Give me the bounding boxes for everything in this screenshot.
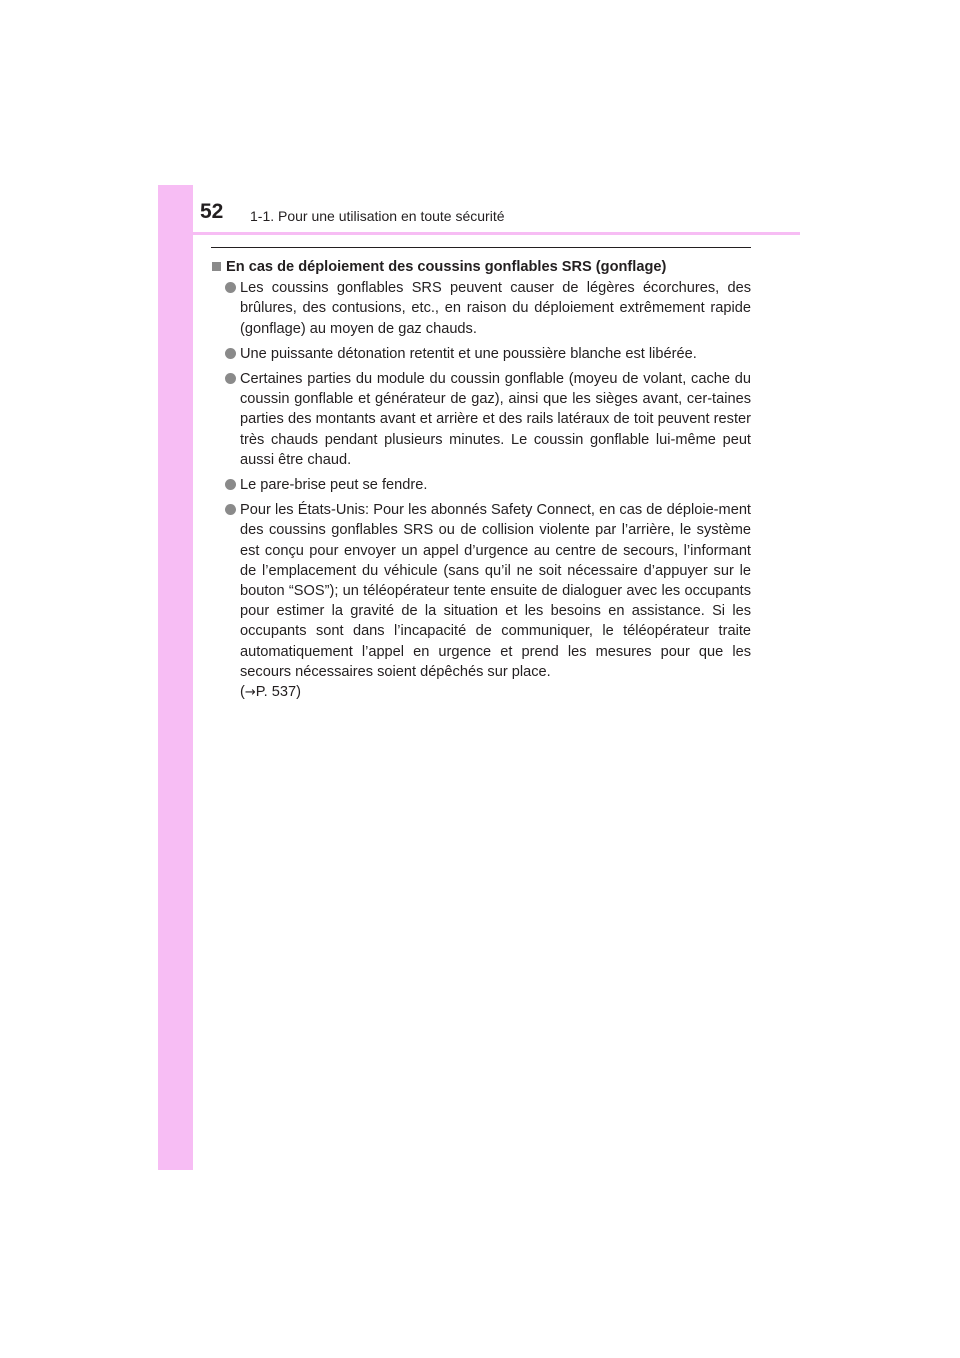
circle-bullet-icon <box>225 282 236 293</box>
square-bullet-icon <box>212 262 221 271</box>
arrow-right-icon: → <box>244 685 256 701</box>
list-item-text: Certaines parties du module du coussin gonflable (moyeu de volant, cache du coussin gonflable et générateur de gaz), ainsi que les sièges avant, cer-taines parties des montants avant et arrière et des rails latéraux de toit peuvent rester très chauds pendant plusieurs minutes. Le coussin gonflable lui-même peut aussi être chaud. <box>240 371 751 468</box>
list-item <box>211 475 751 495</box>
list-item-text: Une puissante détonation retentit et une poussière blanche est libérée. <box>240 345 697 362</box>
list-item <box>211 344 751 364</box>
list-item-text: Les coussins gonflables SRS peuvent causer de légères écorchures, des brûlures, des contusions, etc., en raison du déploiement extrêmement rapide (gonflage) au moyen de gaz chauds. <box>240 280 751 337</box>
page-content <box>211 257 751 708</box>
subsection-heading-text: En cas de déploiement des coussins gonflables SRS (gonflage) <box>226 259 667 275</box>
circle-bullet-icon <box>225 373 236 384</box>
circle-bullet-icon <box>225 504 236 515</box>
circle-bullet-icon <box>225 479 236 490</box>
header-underline <box>193 232 800 235</box>
page-number: 52 <box>200 200 224 223</box>
list-item-body <box>240 500 751 703</box>
reference-text: P. 537) <box>255 684 301 701</box>
content-top-rule <box>211 247 751 248</box>
side-tab-band <box>158 185 193 1170</box>
section-title: 1-1. Pour une utilisation en toute sécurité <box>250 208 505 224</box>
circle-bullet-icon <box>225 348 236 359</box>
page-reference[interactable] <box>240 682 751 703</box>
list-item-text: Pour les États-Unis: Pour les abonnés Safety Connect, en cas de déploie-ment des coussins gonflables SRS ou de collision violente par l’arrière, le système est conçu pour envoyer un appel d’urgence au centre de secours, l’informant de l’emplacement du véhicule (sans qu’il ne soit nécessaire d’appuyer sur le bouton “SOS”); un téléopérateur tente ensuite de dialoguer avec les occupants pour estimer la gravité de la situation et les besoins en assistance. Si les occupants sont dans l’incapacité de communiquer, le téléopérateur traite automatiquement l’appel en urgence et prend les mesures pour que les secours nécessaires soient dépêchés sur place. <box>240 502 751 680</box>
list-item-text: Le pare-brise peut se fendre. <box>240 477 428 494</box>
list-item <box>211 278 751 339</box>
list-item <box>211 369 751 470</box>
list-item <box>211 500 751 703</box>
subsection-heading <box>211 257 751 277</box>
reference-open-paren: ( <box>240 684 245 701</box>
